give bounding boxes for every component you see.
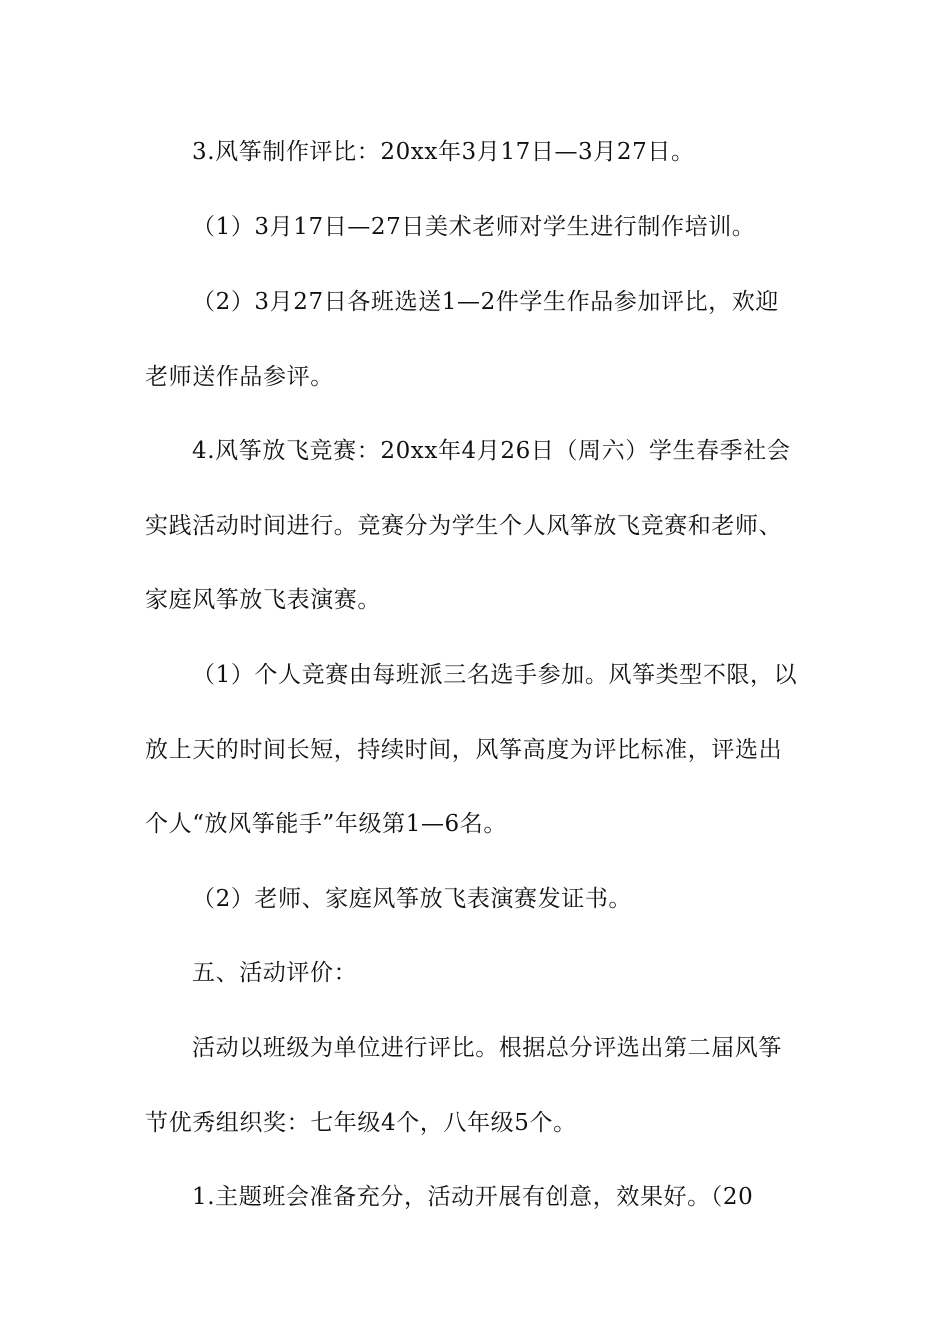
section-heading: 五、活动评价： xyxy=(192,960,358,986)
text-line: 老师送作品参评。 xyxy=(145,364,334,390)
text-line: （1）个人竞赛由每班派三名选手参加。风筝类型不限，以 xyxy=(192,662,798,688)
text-line: 节优秀组织奖：七年级4个，八年级5个。 xyxy=(145,1110,577,1136)
text-line: （2）老师、家庭风筝放飞表演赛发证书。 xyxy=(192,886,633,912)
text-line: 3.风筝制作评比：20xx年3月17日—3月27日。 xyxy=(192,139,695,165)
text-line: 实践活动时间进行。竞赛分为学生个人风筝放飞竞赛和老师、 xyxy=(145,513,783,539)
text-line: 个人“放风筝能手”年级第1—6名。 xyxy=(145,811,507,837)
text-line: 放上天的时间长短，持续时间，风筝高度为评比标准，评选出 xyxy=(145,737,783,763)
text-line: 1.主题班会准备充分，活动开展有创意，效果好。（20 xyxy=(192,1184,754,1210)
text-line: （1）3月17日—27日美术老师对学生进行制作培训。 xyxy=(192,214,756,240)
text-line: （2）3月27日各班选送1—2件学生作品参加评比，欢迎 xyxy=(192,289,779,315)
text-line: 家庭风筝放飞表演赛。 xyxy=(145,587,381,613)
text-line: 4.风筝放飞竞赛：20xx年4月26日（周六）学生春季社会 xyxy=(192,438,791,464)
text-line: 活动以班级为单位进行评比。根据总分评选出第二届风筝 xyxy=(192,1035,782,1061)
